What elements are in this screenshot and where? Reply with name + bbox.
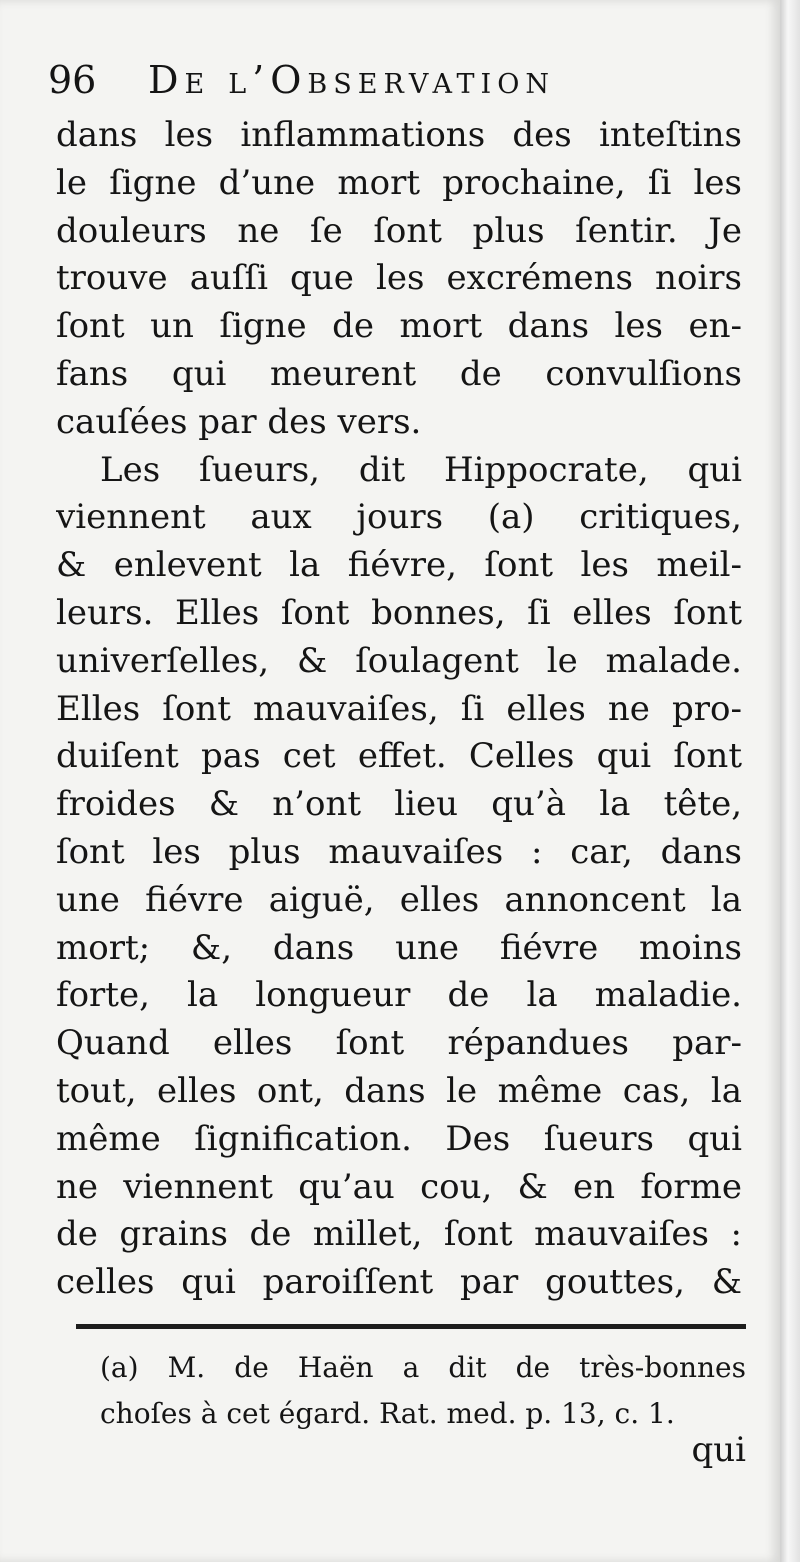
page-edge bbox=[780, 0, 800, 1562]
text-line: tout, elles ont, dans le même cas, la bbox=[56, 1070, 742, 1111]
page-number: 96 bbox=[48, 58, 97, 102]
text-line: leurs. Elles ſont bonnes, ſi elles ſont bbox=[56, 592, 742, 633]
footnote-divider bbox=[76, 1324, 746, 1329]
text-line: une fiévre aiguë, elles annoncent la bbox=[56, 879, 742, 920]
text-line: forte, la longueur de la maladie. bbox=[56, 975, 742, 1016]
text-line: ſont un ſigne de mort dans les en- bbox=[56, 306, 742, 347]
text-line: celles qui paroiſſent par gouttes, & bbox=[56, 1262, 742, 1303]
page-header bbox=[48, 54, 738, 112]
text-line: froides & n’ont lieu qu’à la tête, bbox=[56, 784, 742, 825]
footnote bbox=[100, 1345, 746, 1437]
text-line: duiſent pas cet effet. Celles qui ſont bbox=[56, 736, 742, 777]
text-line: le ſigne d’une mort prochaine, ſi les bbox=[56, 162, 742, 203]
text-line: ſont les plus mauvaiſes : car, dans bbox=[56, 831, 742, 872]
text-line: cauſées par des vers. bbox=[56, 401, 422, 442]
text-line: même ſignification. Des ſueurs qui bbox=[56, 1118, 742, 1159]
text-line: douleurs ne ſe ſont plus ſentir. Je bbox=[56, 210, 742, 251]
footnote-line: choſes à cet égard. Rat. med. p. 13, c. 1. bbox=[100, 1397, 675, 1430]
text-line: univerſelles, & ſoulagent le malade. bbox=[56, 640, 742, 681]
text-line: trouve auſſi que les excrémens noirs bbox=[56, 258, 742, 299]
text-line: viennent aux jours (a) critiques, bbox=[56, 497, 742, 538]
text-line: de grains de millet, ſont mauvaiſes : bbox=[56, 1214, 742, 1255]
text-line: Les ſueurs, dit Hippocrate, qui bbox=[100, 449, 742, 490]
footnote-line: (a) M. de Haën a dit de très-bonnes bbox=[100, 1351, 746, 1384]
text-line: Elles ſont mauvaiſes, ſi elles ne pro- bbox=[56, 688, 742, 729]
text-line: mort; &, dans une fiévre moins bbox=[56, 927, 742, 968]
running-title: De l’Observation bbox=[148, 58, 555, 102]
text-line: Quand elles ſont répandues par- bbox=[56, 1023, 742, 1064]
catchword: qui bbox=[691, 1430, 746, 1470]
text-line: ne viennent qu’au cou, & en forme bbox=[56, 1166, 742, 1207]
text-line: & enlevent la fiévre, ſont les meil- bbox=[56, 545, 742, 586]
text-line: fans qui meurent de convulſions bbox=[56, 353, 742, 394]
text-line: dans les inflammations des inteſtins bbox=[56, 115, 742, 155]
body-text bbox=[56, 112, 742, 1307]
